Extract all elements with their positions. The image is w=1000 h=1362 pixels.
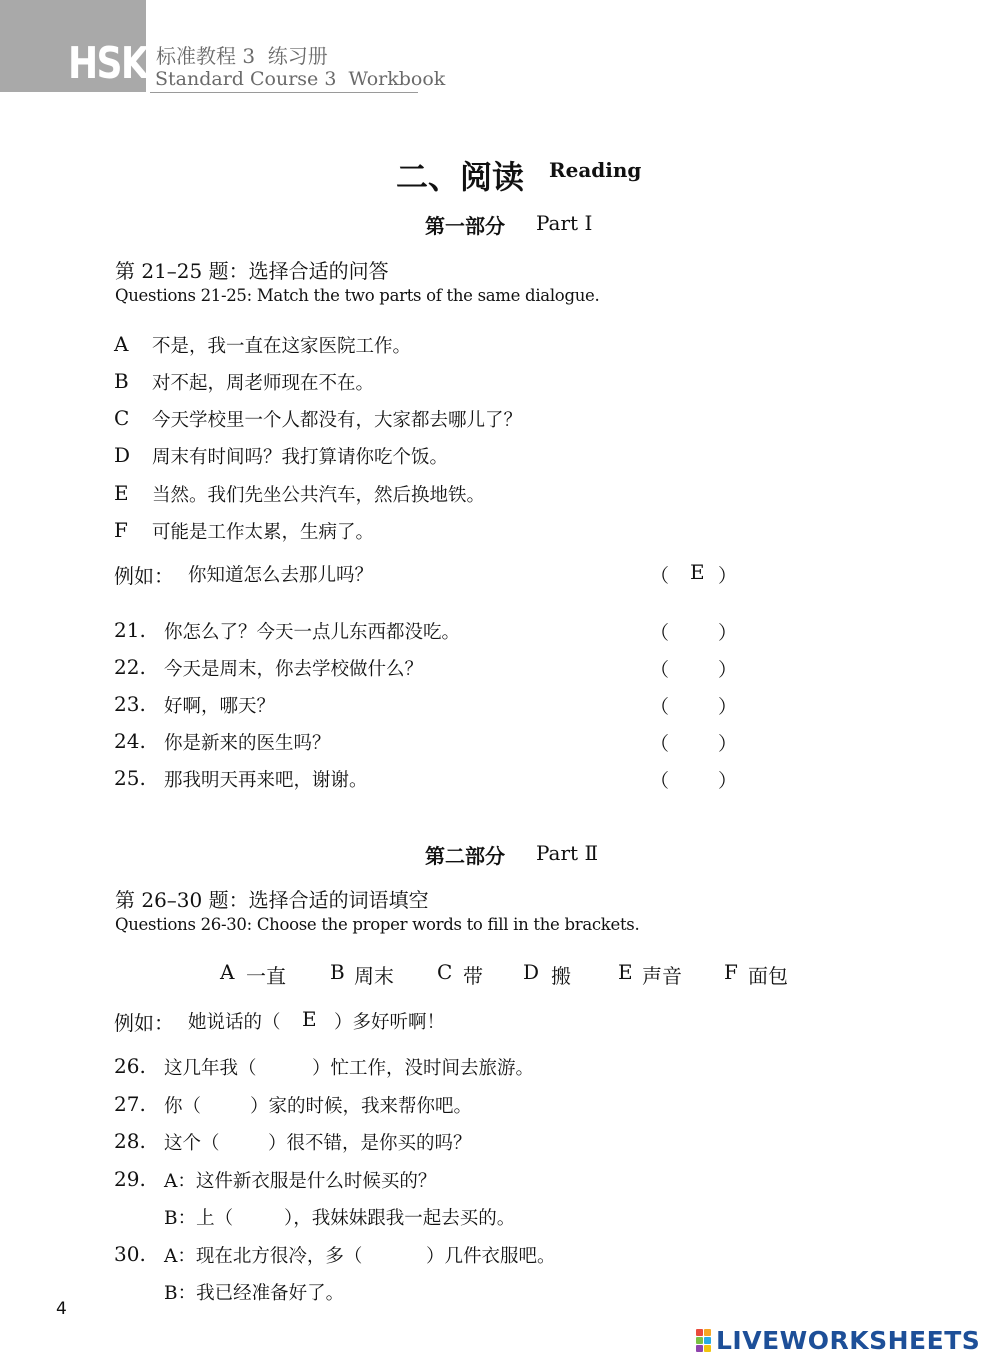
- question-number: 30.: [114, 1242, 146, 1266]
- example-open-paren: （: [650, 565, 670, 587]
- blank-slot[interactable]: [226, 1127, 268, 1151]
- word-bank-word: 搬: [551, 964, 571, 988]
- answer-close-paren: ）: [718, 659, 738, 681]
- option-letter: B: [114, 369, 129, 393]
- option-text: 对不起，周老师现在不在。: [152, 373, 375, 394]
- answer-close-paren: ）: [718, 733, 738, 755]
- word-bank-word: 声音: [642, 964, 682, 988]
- question-dialogue-line: A：这件新衣服是什么时候买的？: [164, 1171, 437, 1192]
- question-number: 22.: [114, 655, 146, 679]
- question-text-after: ）忙工作，没时间去旅游。: [312, 1058, 535, 1079]
- word-bank-letter: A: [220, 960, 235, 984]
- word-bank-letter: B: [330, 960, 345, 984]
- part1-instruction-cn: 第 21–25 题：选择合适的问答: [115, 259, 389, 283]
- blank-slot[interactable]: [272, 1052, 312, 1076]
- part1-instruction-en: Questions 21-25: Match the two parts of the same dialogue.: [115, 286, 600, 305]
- part2-heading-cn: 第二部分: [425, 844, 505, 868]
- blank-slot[interactable]: [384, 1240, 426, 1264]
- word-bank-letter: E: [618, 960, 633, 984]
- answer-close-paren: ）: [718, 770, 738, 792]
- example-close-paren: ）: [718, 565, 738, 587]
- hsk-logo: HSK: [68, 38, 148, 89]
- question-number: 21.: [114, 618, 146, 642]
- header-rule: [150, 92, 418, 93]
- word-bank-word: 一直: [246, 964, 286, 988]
- question-number: 25.: [114, 766, 146, 790]
- word-bank-letter: F: [724, 960, 738, 984]
- option-letter: C: [114, 406, 130, 430]
- question-number: 26.: [114, 1054, 146, 1078]
- question-text-after: ），我妹妹跟我一起去买的。: [284, 1208, 516, 1229]
- question-text-before: 你（: [164, 1096, 202, 1117]
- word-bank-letter: D: [523, 960, 540, 984]
- example2-before: 她说话的（: [188, 1012, 281, 1033]
- question-text-before: A：现在北方很冷，多（: [164, 1246, 363, 1267]
- question-number: 27.: [114, 1092, 146, 1116]
- question-number: 24.: [114, 729, 146, 753]
- example2-after: ）多好听啊！: [334, 1012, 446, 1033]
- part2-instruction-en: Questions 26-30: Choose the proper words to fill in the brackets.: [115, 915, 640, 934]
- answer-open-paren: （: [650, 622, 670, 644]
- example-answer: E: [690, 560, 705, 584]
- book-title-en: Standard Course 3 Workbook: [155, 68, 446, 90]
- answer-open-paren: （: [650, 770, 670, 792]
- option-letter: E: [114, 481, 129, 505]
- question-text-after: ）几件衣服吧。: [426, 1246, 556, 1267]
- example-text: 你知道怎么去那儿吗？: [188, 565, 374, 586]
- part2-heading-en: Part Ⅱ: [536, 841, 599, 865]
- part2-instruction-cn: 第 26–30 题：选择合适的词语填空: [115, 888, 429, 912]
- example-label: 例如：: [114, 564, 174, 588]
- question-text-after: ）家的时候，我来帮你吧。: [250, 1096, 473, 1117]
- option-letter: D: [114, 443, 131, 467]
- word-bank-word: 周末: [354, 964, 394, 988]
- question-text-before: 这几年我（: [164, 1058, 257, 1079]
- question-text: 好啊，哪天？: [164, 696, 276, 717]
- answer-open-paren: （: [650, 696, 670, 718]
- answer-close-paren: ）: [718, 622, 738, 644]
- question-text: 今天是周末，你去学校做什么？: [164, 659, 424, 680]
- question-text-after: ）很不错，是你买的吗？: [268, 1133, 472, 1154]
- option-letter: A: [114, 332, 129, 356]
- question-text-before: 这个（: [164, 1133, 220, 1154]
- liveworksheets-brand[interactable]: LIVEWORKSHEETS: [716, 1326, 981, 1355]
- section-title-en: Reading: [549, 158, 642, 182]
- answer-open-paren: （: [650, 659, 670, 681]
- question-text: 你怎么了？今天一点儿东西都没吃。: [164, 622, 461, 643]
- question-number: 23.: [114, 692, 146, 716]
- book-title-cn: 标准教程 3 练习册: [156, 44, 328, 68]
- option-text: 当然。我们先坐公共汽车，然后换地铁。: [152, 485, 486, 506]
- question-text: 那我明天再来吧，谢谢。: [164, 770, 368, 791]
- question-dialogue-line: B：我已经准备好了。: [164, 1283, 345, 1304]
- option-text: 不是，我一直在这家医院工作。: [152, 336, 412, 357]
- word-bank-letter: C: [437, 960, 453, 984]
- blank-slot[interactable]: [244, 1202, 284, 1226]
- page-number: 4: [56, 1299, 67, 1319]
- question-text: 你是新来的医生吗？: [164, 733, 331, 754]
- blank-slot[interactable]: [208, 1090, 250, 1114]
- example2-label: 例如：: [114, 1011, 174, 1035]
- option-text: 今天学校里一个人都没有，大家都去哪儿了？: [152, 410, 523, 431]
- option-text: 可能是工作太累，生病了。: [152, 522, 375, 543]
- option-text: 周末有时间吗？我打算请你吃个饭。: [152, 447, 449, 468]
- word-bank-word: 带: [463, 964, 483, 988]
- part1-heading-cn: 第一部分: [425, 214, 505, 238]
- part1-heading-en: Part Ⅰ: [536, 211, 593, 235]
- question-number: 29.: [114, 1167, 146, 1191]
- question-text-before: B：上（: [164, 1208, 234, 1229]
- question-number: 28.: [114, 1129, 146, 1153]
- answer-open-paren: （: [650, 733, 670, 755]
- example2-answer: E: [302, 1007, 317, 1031]
- answer-close-paren: ）: [718, 696, 738, 718]
- option-letter: F: [114, 518, 128, 542]
- liveworksheets-logo-icon: [696, 1329, 712, 1353]
- word-bank-word: 面包: [748, 964, 788, 988]
- section-title-cn: 二、阅读: [396, 158, 525, 196]
